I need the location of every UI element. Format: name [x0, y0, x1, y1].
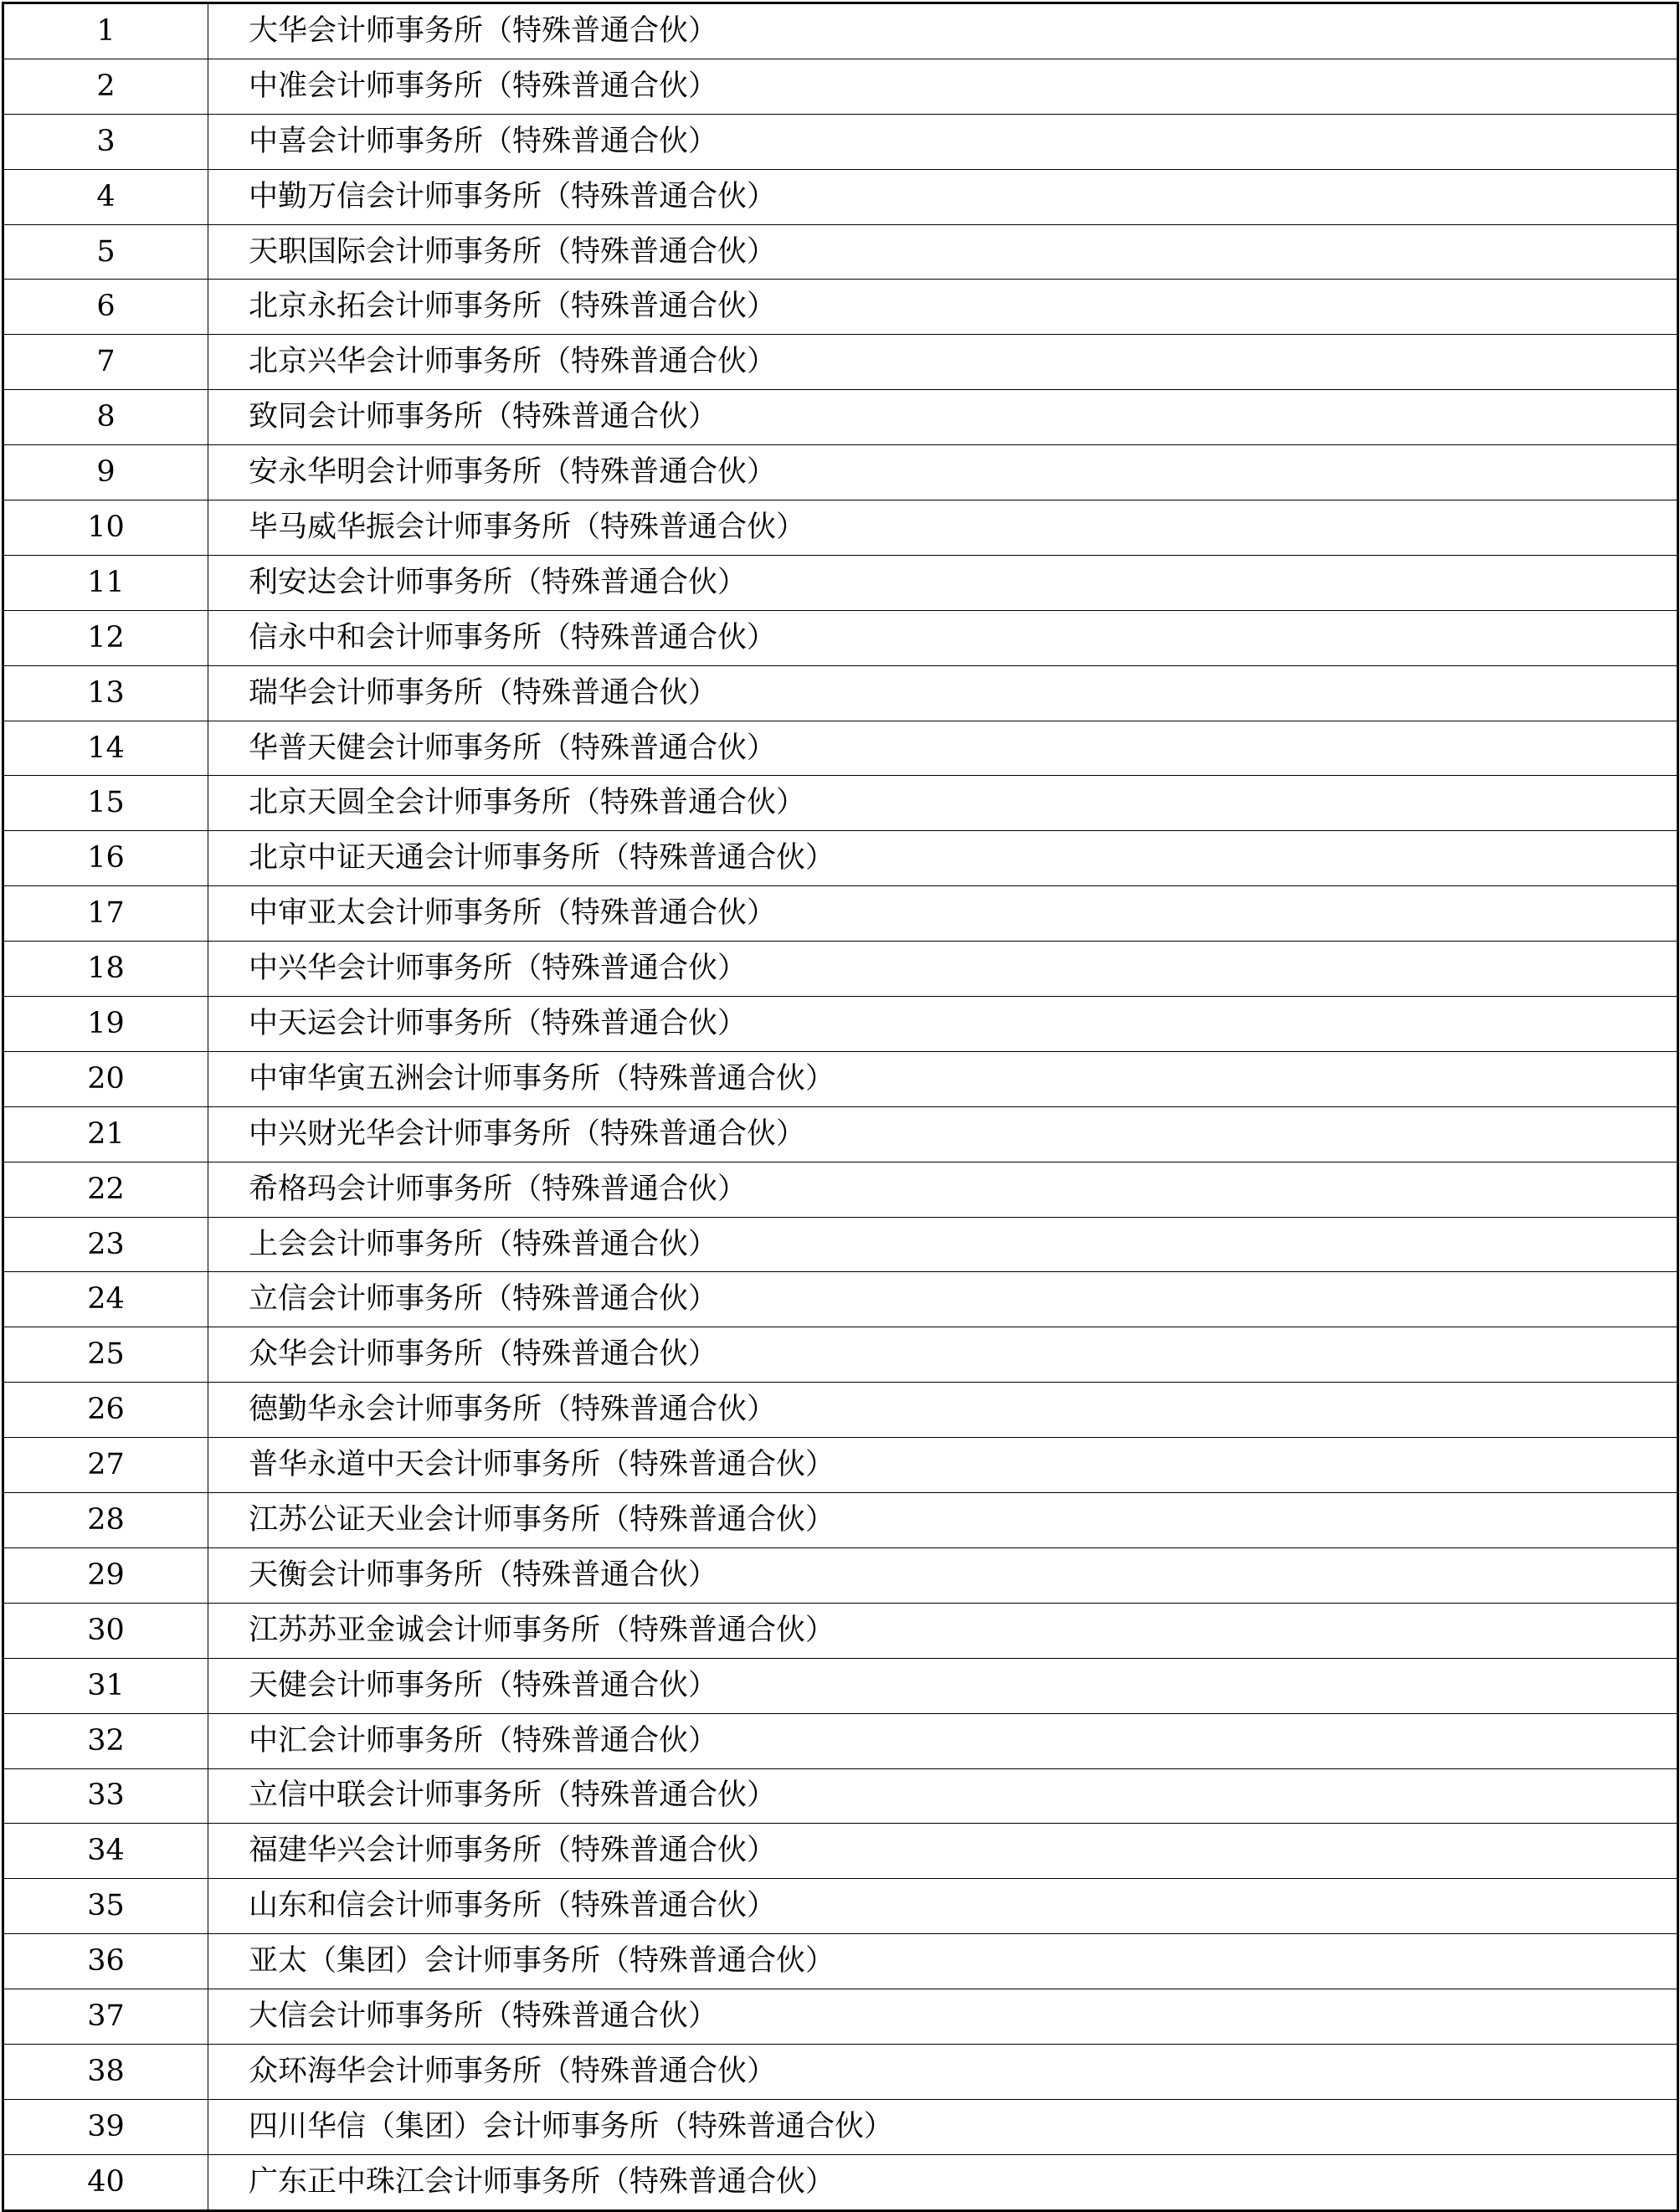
row-number-cell: 34 [3, 1824, 208, 1879]
table-row [3, 1438, 1678, 1493]
firm-name-cell: 大信会计师事务所（特殊普通合伙） [208, 1989, 1678, 2045]
firm-name-cell: 山东和信会计师事务所（特殊普通合伙） [208, 1879, 1678, 1934]
firm-name-cell: 广东正中珠江会计师事务所（特殊普通合伙） [208, 2154, 1678, 2210]
firm-name-cell: 众华会计师事务所（特殊普通合伙） [208, 1327, 1678, 1383]
firm-name-cell: 普华永道中天会计师事务所（特殊普通合伙） [208, 1438, 1678, 1493]
table-row [3, 500, 1678, 556]
row-number-cell: 15 [3, 776, 208, 831]
table-row [3, 1106, 1678, 1162]
firm-name-cell: 北京中证天通会计师事务所（特殊普通合伙） [208, 831, 1678, 886]
firm-name-cell: 中审亚太会计师事务所（特殊普通合伙） [208, 886, 1678, 942]
table-row [3, 445, 1678, 500]
firm-name-cell: 福建华兴会计师事务所（特殊普通合伙） [208, 1824, 1678, 1879]
firm-name-cell: 立信中联会计师事务所（特殊普通合伙） [208, 1768, 1678, 1824]
table-row [3, 1824, 1678, 1879]
row-number-cell: 24 [3, 1272, 208, 1327]
row-number-cell: 1 [3, 3, 208, 59]
table-row [3, 1051, 1678, 1106]
row-number-cell: 16 [3, 831, 208, 886]
row-number-cell: 27 [3, 1438, 208, 1493]
row-number-cell: 2 [3, 59, 208, 114]
table-row [3, 335, 1678, 390]
table-row [3, 1383, 1678, 1438]
row-number-cell: 25 [3, 1327, 208, 1383]
firm-name-cell: 北京天圆全会计师事务所（特殊普通合伙） [208, 776, 1678, 831]
table-row [3, 997, 1678, 1052]
row-number-cell: 29 [3, 1547, 208, 1603]
table-row [3, 1327, 1678, 1383]
table-row [3, 886, 1678, 942]
firm-table-body [3, 3, 1678, 2211]
row-number-cell: 30 [3, 1603, 208, 1658]
table-row [3, 555, 1678, 610]
firm-name-cell: 毕马威华振会计师事务所（特殊普通合伙） [208, 500, 1678, 556]
row-number-cell: 35 [3, 1879, 208, 1934]
firm-name-cell: 中兴华会计师事务所（特殊普通合伙） [208, 942, 1678, 997]
table-row [3, 114, 1678, 169]
firm-name-cell: 希格玛会计师事务所（特殊普通合伙） [208, 1162, 1678, 1217]
row-number-cell: 8 [3, 390, 208, 445]
firm-name-cell: 利安达会计师事务所（特殊普通合伙） [208, 555, 1678, 610]
row-number-cell: 4 [3, 169, 208, 224]
table-row [3, 721, 1678, 776]
row-number-cell: 21 [3, 1106, 208, 1162]
table-row [3, 2154, 1678, 2210]
table-row [3, 1217, 1678, 1272]
table-row [3, 1768, 1678, 1824]
table-row [3, 776, 1678, 831]
table-row [3, 610, 1678, 665]
row-number-cell: 17 [3, 886, 208, 942]
table-row [3, 1272, 1678, 1327]
row-number-cell: 33 [3, 1768, 208, 1824]
table-row [3, 665, 1678, 721]
row-number-cell: 3 [3, 114, 208, 169]
firm-name-cell: 安永华明会计师事务所（特殊普通合伙） [208, 445, 1678, 500]
row-number-cell: 7 [3, 335, 208, 390]
firm-name-cell: 北京永拓会计师事务所（特殊普通合伙） [208, 280, 1678, 335]
row-number-cell: 26 [3, 1383, 208, 1438]
firm-name-cell: 中兴财光华会计师事务所（特殊普通合伙） [208, 1106, 1678, 1162]
row-number-cell: 38 [3, 2044, 208, 2099]
firm-name-cell: 华普天健会计师事务所（特殊普通合伙） [208, 721, 1678, 776]
row-number-cell: 13 [3, 665, 208, 721]
table-row [3, 280, 1678, 335]
firm-name-cell: 中喜会计师事务所（特殊普通合伙） [208, 114, 1678, 169]
row-number-cell: 18 [3, 942, 208, 997]
row-number-cell: 32 [3, 1713, 208, 1768]
row-number-cell: 11 [3, 555, 208, 610]
table-row [3, 1547, 1678, 1603]
row-number-cell: 31 [3, 1658, 208, 1713]
table-row [3, 1989, 1678, 2045]
firm-name-cell: 四川华信（集团）会计师事务所（特殊普通合伙） [208, 2099, 1678, 2154]
firm-name-cell: 中审华寅五洲会计师事务所（特殊普通合伙） [208, 1051, 1678, 1106]
row-number-cell: 5 [3, 224, 208, 280]
firm-name-cell: 江苏公证天业会计师事务所（特殊普通合伙） [208, 1493, 1678, 1548]
table-row [3, 1162, 1678, 1217]
firm-name-cell: 立信会计师事务所（特殊普通合伙） [208, 1272, 1678, 1327]
row-number-cell: 23 [3, 1217, 208, 1272]
firm-name-cell: 大华会计师事务所（特殊普通合伙） [208, 3, 1678, 59]
firm-name-cell: 天职国际会计师事务所（特殊普通合伙） [208, 224, 1678, 280]
firm-table-container [2, 2, 1677, 2199]
table-row [3, 1934, 1678, 1989]
table-row [3, 2099, 1678, 2154]
accounting-firm-table [2, 2, 1679, 2212]
row-number-cell: 36 [3, 1934, 208, 1989]
firm-name-cell: 北京兴华会计师事务所（特殊普通合伙） [208, 335, 1678, 390]
firm-name-cell: 瑞华会计师事务所（特殊普通合伙） [208, 665, 1678, 721]
row-number-cell: 9 [3, 445, 208, 500]
firm-name-cell: 亚太（集团）会计师事务所（特殊普通合伙） [208, 1934, 1678, 1989]
firm-name-cell: 中天运会计师事务所（特殊普通合伙） [208, 997, 1678, 1052]
firm-name-cell: 天健会计师事务所（特殊普通合伙） [208, 1658, 1678, 1713]
row-number-cell: 19 [3, 997, 208, 1052]
row-number-cell: 12 [3, 610, 208, 665]
table-row [3, 831, 1678, 886]
row-number-cell: 10 [3, 500, 208, 556]
row-number-cell: 20 [3, 1051, 208, 1106]
table-row [3, 1713, 1678, 1768]
row-number-cell: 40 [3, 2154, 208, 2210]
table-row [3, 942, 1678, 997]
row-number-cell: 14 [3, 721, 208, 776]
table-row [3, 2044, 1678, 2099]
firm-name-cell: 天衡会计师事务所（特殊普通合伙） [208, 1547, 1678, 1603]
row-number-cell: 6 [3, 280, 208, 335]
row-number-cell: 39 [3, 2099, 208, 2154]
table-row [3, 224, 1678, 280]
firm-name-cell: 众环海华会计师事务所（特殊普通合伙） [208, 2044, 1678, 2099]
table-row [3, 390, 1678, 445]
firm-name-cell: 中准会计师事务所（特殊普通合伙） [208, 59, 1678, 114]
row-number-cell: 28 [3, 1493, 208, 1548]
row-number-cell: 22 [3, 1162, 208, 1217]
firm-name-cell: 德勤华永会计师事务所（特殊普通合伙） [208, 1383, 1678, 1438]
table-row [3, 169, 1678, 224]
table-row [3, 1658, 1678, 1713]
firm-name-cell: 上会会计师事务所（特殊普通合伙） [208, 1217, 1678, 1272]
firm-name-cell: 中汇会计师事务所（特殊普通合伙） [208, 1713, 1678, 1768]
table-row [3, 1603, 1678, 1658]
table-row [3, 3, 1678, 59]
firm-name-cell: 信永中和会计师事务所（特殊普通合伙） [208, 610, 1678, 665]
firm-name-cell: 中勤万信会计师事务所（特殊普通合伙） [208, 169, 1678, 224]
firm-name-cell: 致同会计师事务所（特殊普通合伙） [208, 390, 1678, 445]
table-row [3, 59, 1678, 114]
table-row [3, 1493, 1678, 1548]
firm-name-cell: 江苏苏亚金诚会计师事务所（特殊普通合伙） [208, 1603, 1678, 1658]
table-row [3, 1879, 1678, 1934]
row-number-cell: 37 [3, 1989, 208, 2045]
